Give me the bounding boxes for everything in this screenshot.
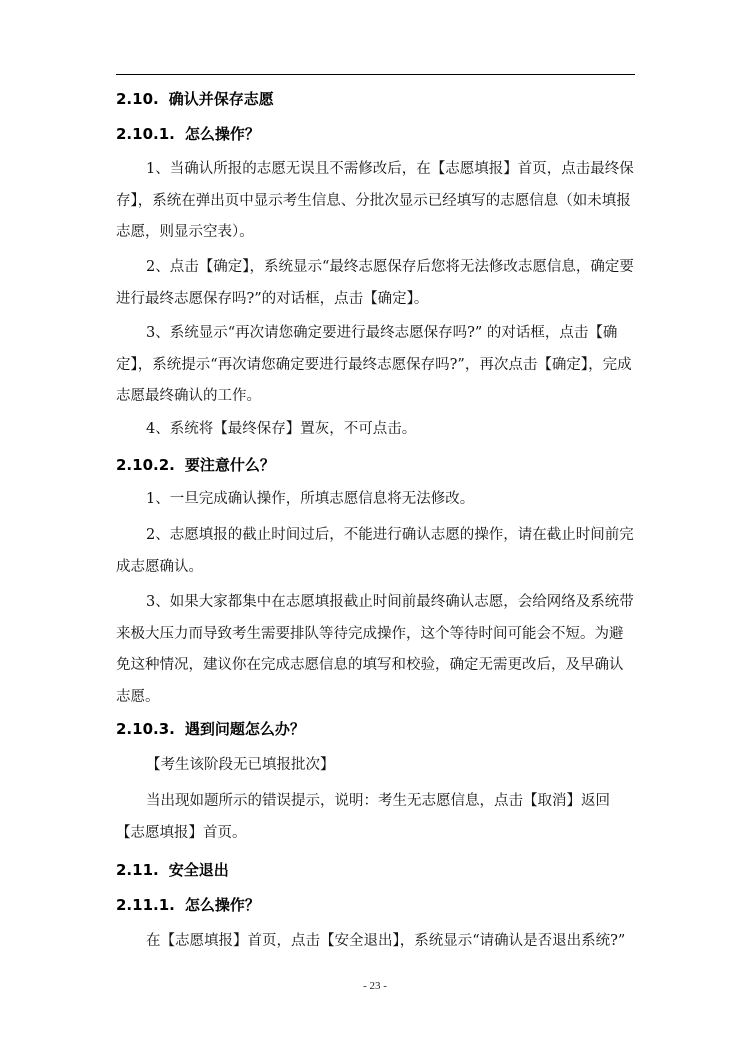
paragraph: 1、一旦完成确认操作，所填志愿信息将无法修改。 (146, 491, 475, 507)
section-title: 安全退出 (168, 861, 229, 879)
section-heading-2-10 (116, 90, 274, 108)
section-heading-2-10-2 (116, 456, 275, 474)
section-heading-2-11 (116, 861, 229, 879)
section-number: 2.11.1. (116, 896, 175, 914)
section-title: 遇到问题怎么办？ (184, 720, 305, 738)
section-number: 2.10.1. (116, 125, 175, 143)
section-title: 怎么操作？ (184, 125, 260, 143)
paragraph: 在【志愿填报】首页，点击【安全退出】，系统显示“请确认是否退出系统?” (146, 933, 626, 949)
section-title: 怎么操作？ (184, 896, 260, 914)
section-heading-2-11-1 (116, 896, 260, 914)
section-heading-2-10-3 (116, 720, 305, 738)
paragraph: 当出现如题所示的错误提示，说明：考生无志愿信息，点击【取消】返回【志愿填报】首页。 (116, 793, 610, 841)
section-title: 确认并保存志愿 (168, 90, 274, 108)
paragraph: 4、系统将【最终保存】置灰，不可点击。 (146, 421, 417, 437)
page-number: - 23 - (363, 980, 387, 992)
header-rule (116, 74, 635, 75)
section-number: 2.10. (116, 90, 159, 108)
paragraph: 1、当确认所报的志愿无误且不需修改后，在【志愿填报】首页，点击最终保存】，系统在弹出页中显示考生信息、分批次显示已经填写的志愿信息（如未填报志愿，则显示空表）。 (116, 161, 634, 240)
section-number: 2.10.2. (116, 456, 175, 474)
paragraph: 2、点击【确定】，系统显示“最终志愿保存后您将无法修改志愿信息，确定要进行最终志愿保存吗?”的对话框，点击【确定】。 (116, 259, 634, 307)
section-number: 2.10.3. (116, 720, 175, 738)
section-number: 2.11. (116, 861, 159, 879)
paragraph: 3、如果大家都集中在志愿填报截止时间前最终确认志愿，会给网络及系统带来极大压力而导致考生需要排队等待完成操作，这个等待时间可能会不短。为避免这种情况，建议你在完成志愿信息的填写和校验，确定无需更改后，及早确认志愿。 (116, 594, 634, 705)
paragraph: 【考生该阶段无已填报批次】 (146, 757, 335, 773)
section-heading-2-10-1 (116, 125, 260, 143)
paragraph: 3、系统显示“再次请您确定要进行最终志愿保存吗?” 的对话框，点击【确定】，系统提示“再次请您确定要进行最终志愿保存吗?”，再次点击【确定】，完成志愿最终确认的工作。 (116, 325, 632, 404)
paragraph: 2、志愿填报的截止时间过后，不能进行确认志愿的操作，请在截止时间前完成志愿确认。 (116, 527, 634, 575)
section-title: 要注意什么？ (184, 456, 275, 474)
